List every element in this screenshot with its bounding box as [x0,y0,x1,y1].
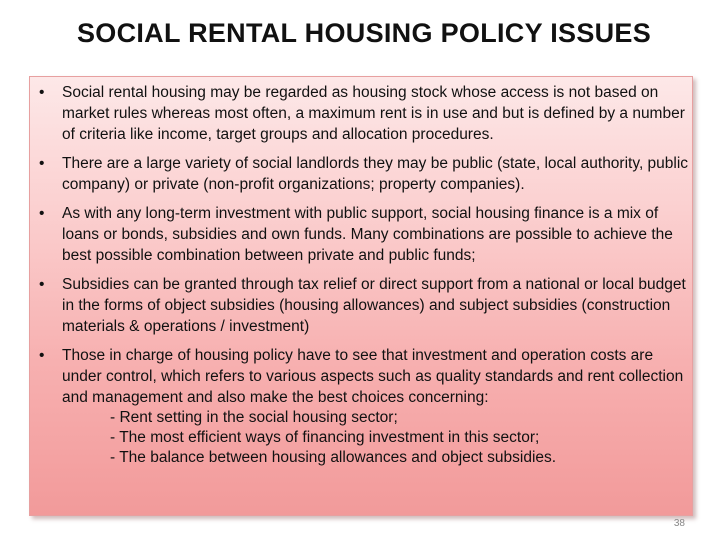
sub-list [62,408,689,468]
bullet-text: Subsidies can be granted through tax relief or direct support from a national or local budget in the forms of object subsidies (housing allowances) and subject subsidies (construction materials & operations / investment) [62,276,686,335]
bullet-item [39,345,689,468]
sub-item: - The most efficient ways of financing investment in this sector; [110,429,540,446]
bullet-item [39,153,689,195]
bullet-dot-icon: • [39,205,45,222]
page-number: 38 [673,518,685,529]
bullet-dot-icon: • [39,276,45,293]
bullet-dot-icon: • [39,155,45,172]
bullet-text: There are a large variety of social landlords they may be public (state, local authority, public company) or private (non-profit organizations; property companies). [62,155,689,193]
bullet-text: Those in charge of housing policy have to see that investment and operation costs are under control, which refers to various aspects such as quality standards and rent collection and management and also make the best choices concerning: [62,347,684,406]
sub-item: - Rent setting in the social housing sector; [110,409,398,426]
bullet-list [39,82,689,476]
bullet-dot-icon: • [39,84,45,101]
bullet-text: As with any long-term investment with public support, social housing finance is a mix of loans or bonds, subsidies and own funds. Many combinations are possible to achieve the best possible combination between private and public funds; [62,205,673,264]
bullet-dot-icon: • [39,347,45,364]
sub-item: - The balance between housing allowances and object subsidies. [110,449,557,466]
content-box [29,76,693,516]
bullet-item [39,82,689,145]
bullet-item [39,274,689,337]
bullet-item [39,203,689,266]
bullet-text: Social rental housing may be regarded as housing stock whose access is not based on market rules whereas most often, a maximum rent is in use and but is defined by a number of criteria like income, target groups and allocation procedures. [62,84,685,143]
slide-title: SOCIAL RENTAL HOUSING POLICY ISSUES [76,18,652,48]
